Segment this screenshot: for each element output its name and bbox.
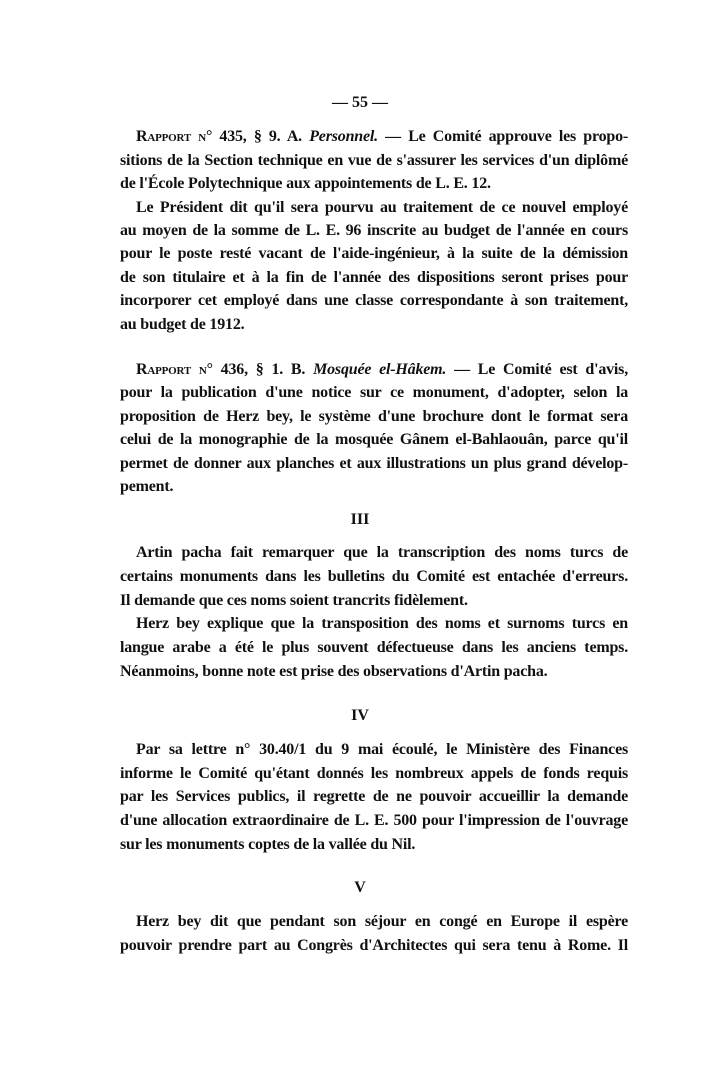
- text-line: pour le poste resté vacant de l'aide-ingénieur, à la suite de la démission: [120, 245, 628, 262]
- text-line: incorporer cet employé dans une classe correspondante à son traitement,: [120, 292, 628, 309]
- text-line: pement.: [120, 478, 174, 495]
- rapport-label: Rapport n° 435, § 9. A.: [136, 128, 302, 145]
- text-line: proposition de Herz bey, le système d'une brochure dont le format sera: [120, 408, 628, 425]
- section-heading-iii: III: [350, 511, 370, 528]
- paragraph-rapport-435-line: [136, 127, 628, 147]
- text-line: — Le Comité approuve les propo-: [377, 128, 628, 145]
- text-line: pouvoir prendre part au Congrès d'Architectes qui sera tenu à Rome. Il: [120, 937, 628, 954]
- text-line: Par sa lettre n° 30.40/1 du 9 mai écoulé, le Ministère des Finances: [136, 741, 628, 758]
- section-heading-iv: IV: [351, 707, 369, 724]
- text-line: d'une allocation extraordinaire de L. E. 500 pour l'impression de l'ouvrage: [120, 812, 628, 829]
- text-line: permet de donner aux planches et aux illustrations un plus grand dévelop-: [120, 455, 628, 472]
- text-line: certains monuments dans les bulletins du Comité est entachée d'erreurs.: [120, 568, 628, 585]
- text-line: Le Président dit qu'il sera pourvu au traitement de ce nouvel employé: [136, 199, 628, 216]
- text-line: Herz bey dit que pendant son séjour en congé en Europe il espère: [136, 913, 628, 930]
- text-line: — Le Comité est d'avis,: [446, 361, 628, 378]
- text-line: de l'École Polytechnique aux appointements de L. E. 12.: [120, 175, 491, 192]
- text-line: Néanmoins, bonne note est prise des observations d'Artin pacha.: [120, 663, 548, 680]
- text-line: Herz bey explique que la transposition des noms et surnoms turcs en: [136, 615, 628, 632]
- text-line: celui de la monographie de la mosquée Gânem el-Bahlaouân, parce qu'il: [120, 431, 628, 448]
- paragraph-rapport-436-line: [136, 360, 628, 380]
- text-line: pour la publication d'une notice sur ce monument, d'adopter, selon la: [120, 384, 628, 401]
- text-line: par les Services publics, il regrette de ne pouvoir accueillir la demande: [120, 788, 628, 805]
- rapport-heading: Mosquée el-Hâkem.: [313, 361, 447, 378]
- text-line: Artin pacha fait remarquer que la transcription des noms turcs de: [136, 544, 628, 561]
- rapport-heading: Personnel.: [309, 128, 378, 145]
- text-line: au moyen de la somme de L. E. 96 inscrite au budget de l'année en cours: [120, 222, 628, 239]
- text-line: au budget de 1912.: [120, 316, 245, 333]
- text-line: sur les monuments coptes de la vallée du Nil.: [120, 836, 416, 853]
- section-heading-v: V: [354, 879, 366, 896]
- text-line: de son titulaire et à la fin de l'année des dispositions seront prises pour: [120, 269, 628, 286]
- text-line: langue arabe a été le plus souvent défectueuse dans les anciens temps.: [120, 639, 628, 656]
- text-line: sitions de la Section technique en vue de s'assurer les services d'un diplômé: [120, 152, 628, 169]
- page-number: — 55 —: [332, 94, 388, 111]
- text-line: Il demande que ces noms soient trancrits fidèlement.: [120, 592, 468, 609]
- text-line: informe le Comité qu'étant donnés les nombreux appels de fonds requis: [120, 765, 628, 782]
- rapport-label: Rapport n° 436, § 1. B.: [136, 361, 306, 378]
